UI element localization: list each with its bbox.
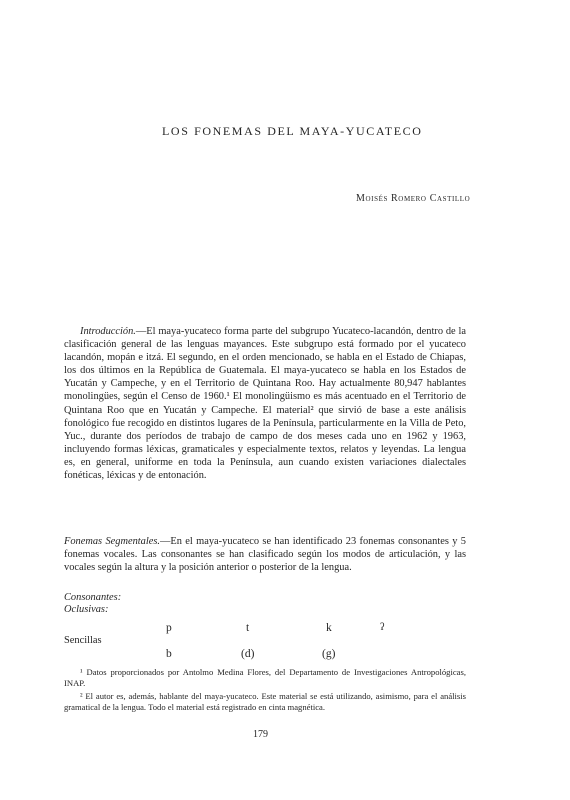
fonemas-lead: Fonemas Segmentales. — [64, 536, 160, 547]
phoneme-k: k — [326, 622, 332, 634]
oclusivas-label: Oclusivas: — [64, 604, 109, 615]
consonantes-label: Consonantes: — [64, 592, 122, 603]
intro-paragraph — [64, 325, 466, 482]
intro-text: —El maya-yucateco forma parte del subgrupo Yucateco-lacandón, dentro de la clasificación general de las lenguas mayances. Este subgrupo está formado por el yucateco lacandón, mopán e itzá. El segundo, en el orden mencionado, se habla en el Estado de Chiapas, los dos últimos en la República de Guatemala. El maya-yucateco se habla en los Estados de Yucatán y Campeche, y en el Territorio de Quintana Roo. Hay actualmente 80,947 hablantes monolingües, según el Censo de 1960.¹ El monolingüismo es más acentuado en el Territorio de Quintana Roo que en Yucatán y Campeche. El material² que sirvió de base a este análisis fonológico fue recogido en distintos lugares de la Península, particularmente en la Villa de Peto, Yuc., durante dos períodos de trabajo de campo de dos meses cada uno en 1962 y 1963, incluyendo formas léxicas, gramaticales y especialmente textos, relatos y leyendas. La lengua es, en general, uniforme en toda la Península, aun cuando existen variaciones dialectales fonéticas, léxicas y de entonación. — [64, 326, 466, 482]
fonemas-text: —En el maya-yucateco se han identificado 23 fonemas consonantes y 5 fonemas vocales. Las consonantes se han clasificado según los modos de articulación, y las vocales según la altura y la posición anterior o posterior de la lengua. — [64, 536, 466, 574]
phoneme-b: b — [166, 648, 172, 660]
phoneme-d: (d) — [241, 648, 255, 660]
phoneme-t: t — [246, 622, 250, 634]
phoneme-glottal-stop: ʔ — [380, 622, 385, 633]
phoneme-p: p — [166, 622, 172, 634]
page-number: 179 — [253, 729, 268, 740]
intro-lead: Introducción. — [80, 326, 136, 337]
footnote-1: ¹ Datos proporcionados por Antolmo Medina Flores, del Departamento de Investigaciones Antropológicas, INAP. — [64, 667, 466, 688]
sencillas-label: Sencillas — [64, 635, 102, 646]
fonemas-paragraph — [64, 535, 466, 574]
footnote-2: ² El autor es, además, hablante del maya-yucateco. Este material se está utilizando, asimismo, para el análisis gramatical de la lengua. Todo el material está registrado en cinta magnética. — [64, 691, 466, 712]
article-title: LOS FONEMAS DEL MAYA-YUCATECO — [162, 124, 423, 138]
author-name: Moisés Romero Castillo — [356, 193, 471, 204]
phoneme-g: (g) — [322, 648, 336, 660]
